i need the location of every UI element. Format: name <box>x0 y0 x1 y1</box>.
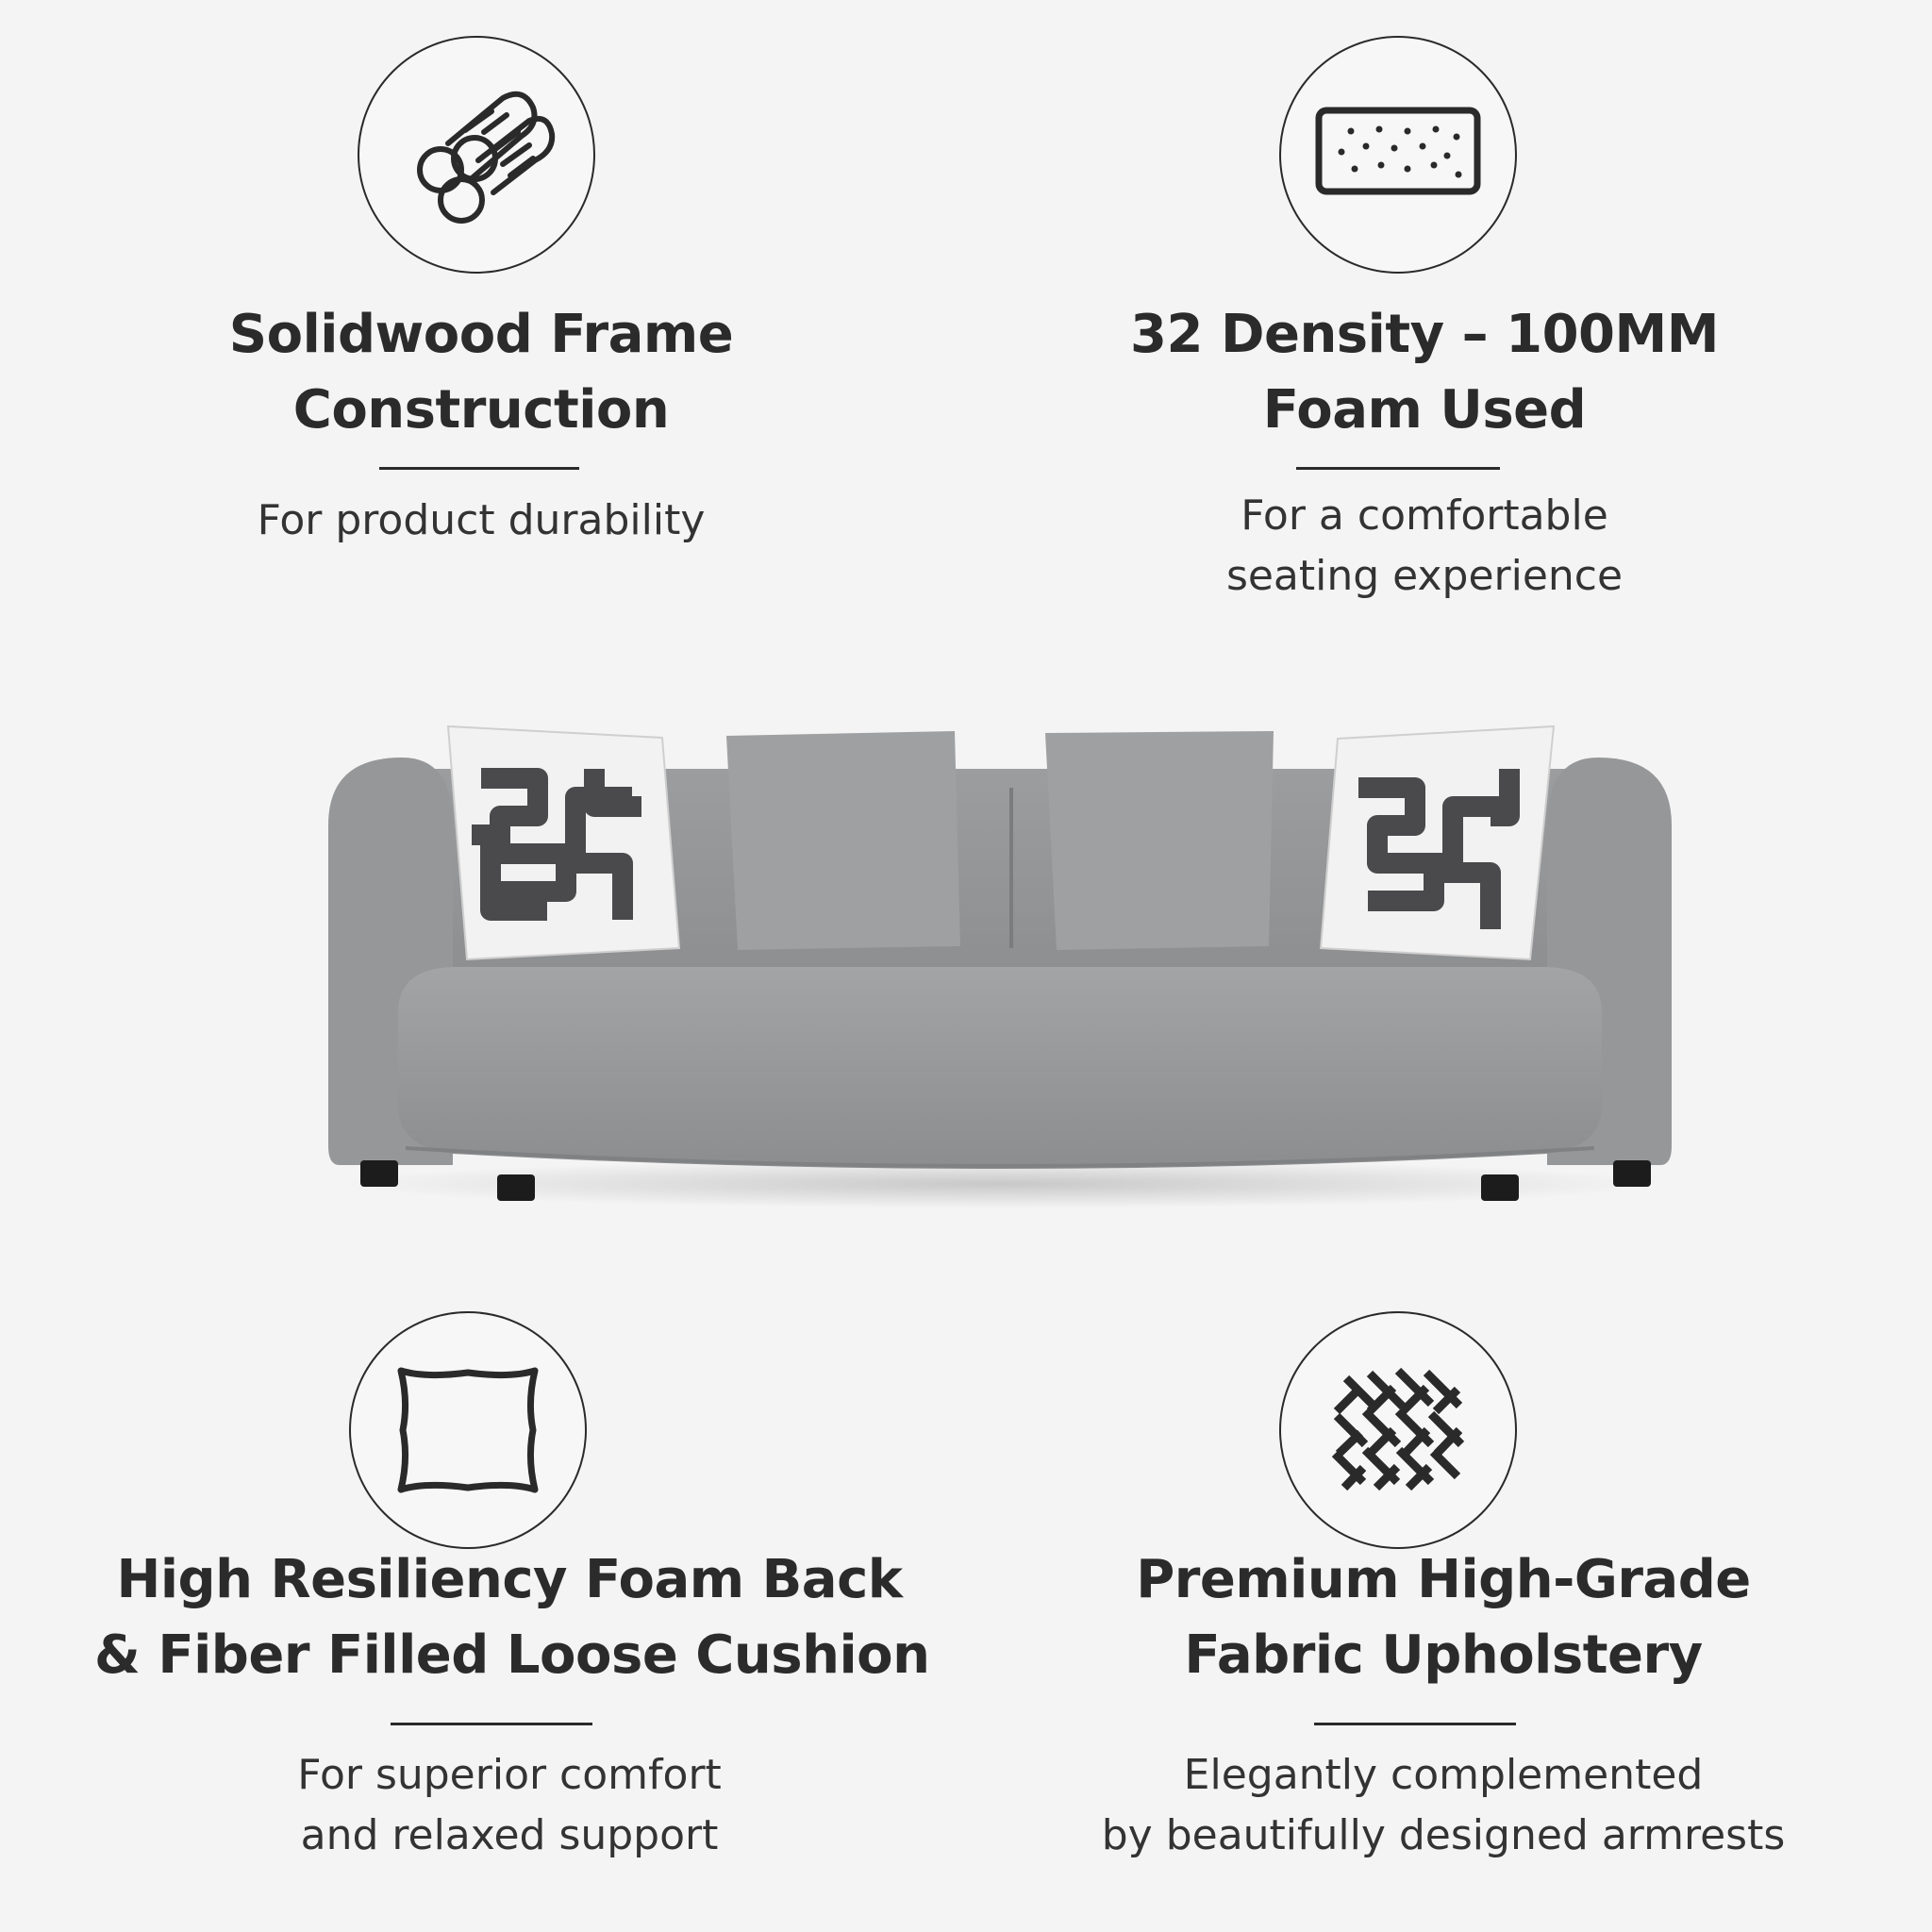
feature-foam-density <box>1000 28 1849 632</box>
sofa-leg <box>1613 1160 1651 1187</box>
divider <box>1296 467 1500 470</box>
feature-subtitle <box>94 1745 924 1866</box>
feature-title <box>94 1542 930 1693</box>
feature-title-line1: High Resiliency Foam Back <box>116 1549 903 1610</box>
icon-circle <box>358 36 595 274</box>
sofa-image <box>311 712 1689 1222</box>
feature-subtitle-line1: For a comfortable <box>1241 491 1608 540</box>
feature-subtitle-line1: For product durability <box>257 496 706 544</box>
feature-title-line2: Construction <box>292 379 670 441</box>
feature-title-line1: Premium High-Grade <box>1136 1549 1751 1610</box>
feature-title-line1: 32 Density – 100MM <box>1130 304 1719 365</box>
feature-subtitle <box>1000 486 1849 607</box>
divider <box>391 1723 592 1725</box>
feature-subtitle-line2: seating experience <box>1225 552 1624 600</box>
feature-title <box>1000 297 1849 448</box>
divider <box>1314 1723 1516 1725</box>
feature-subtitle <box>75 491 887 551</box>
feature-fabric-upholstery <box>1019 1311 1868 1896</box>
foam-sheet-icon <box>1313 103 1483 207</box>
feature-subtitle <box>1019 1745 1868 1866</box>
sofa-leg <box>360 1160 398 1187</box>
icon-circle <box>1279 36 1517 274</box>
logs-icon <box>391 70 561 240</box>
pillow-patterned-left <box>448 726 679 959</box>
feature-solidwood-frame <box>75 28 887 594</box>
cushion-icon <box>388 1359 548 1501</box>
feature-subtitle-line1: For superior comfort <box>297 1751 722 1799</box>
divider <box>379 467 579 470</box>
fabric-weave-icon <box>1318 1359 1478 1501</box>
feature-subtitle-line2: and relaxed support <box>300 1811 719 1859</box>
feature-title-line2: Fabric Upholstery <box>1184 1624 1703 1686</box>
feature-title-line1: Solidwood Frame <box>228 304 734 365</box>
feature-title <box>1019 1542 1868 1693</box>
feature-subtitle-line1: Elegantly complemented <box>1183 1751 1704 1799</box>
feature-title <box>75 297 887 448</box>
icon-circle <box>349 1311 587 1549</box>
feature-subtitle-line2: by beautifully designed armrests <box>1101 1811 1786 1859</box>
pillow-plain-right <box>1045 731 1274 950</box>
sofa-leg <box>497 1174 535 1201</box>
pillow-plain-left <box>726 731 960 950</box>
icon-circle <box>1279 1311 1517 1549</box>
feature-title-line2: Foam Used <box>1262 379 1587 441</box>
feature-title-line2: & Fiber Filled Loose Cushion <box>94 1624 930 1686</box>
sofa-seat <box>398 967 1602 1169</box>
feature-foam-back-cushion <box>94 1311 930 1896</box>
sofa-leg <box>1481 1174 1519 1201</box>
pillow-patterned-right <box>1321 726 1554 959</box>
